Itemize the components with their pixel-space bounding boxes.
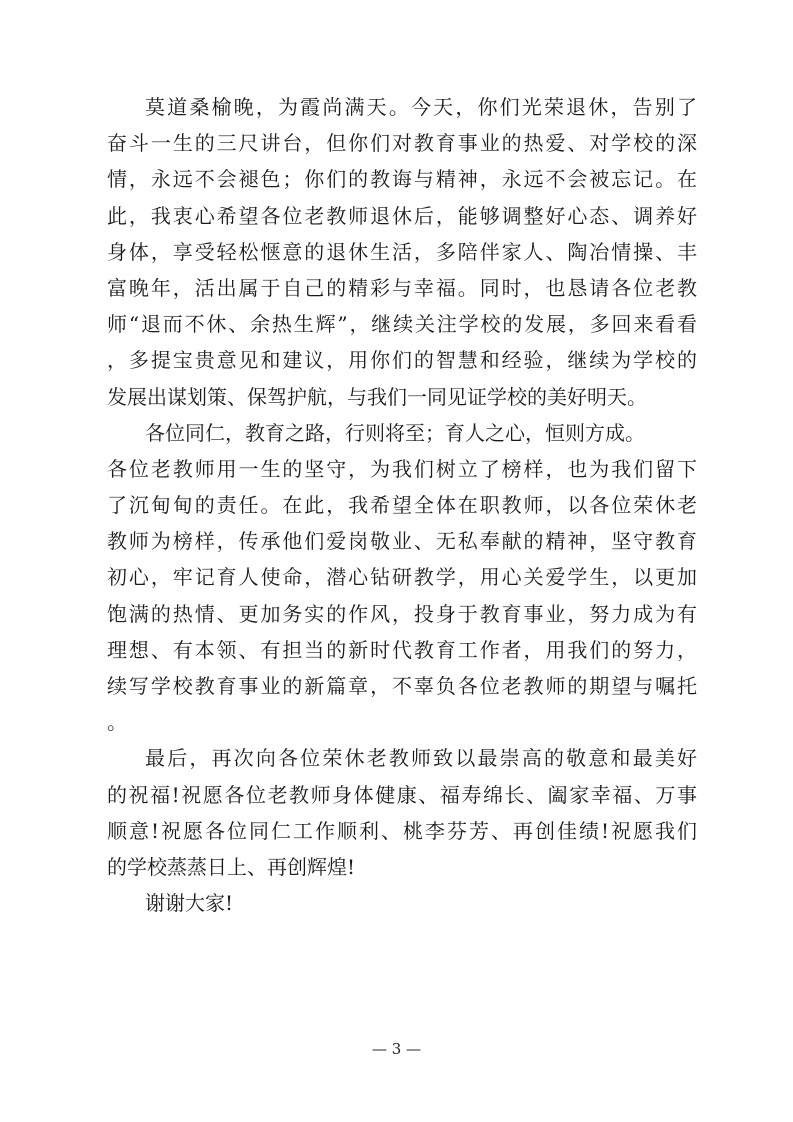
text-line: 此，我衷心希望各位老教师退休后，能够调整好心态、调养好: [107, 203, 697, 228]
text-line: 饱满的热情、更加务实的作风，投身于教育事业，努力成为有: [107, 601, 697, 626]
text-line: 情，永远不会褪色；你们的教诲与精神，永远不会被忘记。在: [107, 167, 697, 192]
text-line: 初心，牢记育人使命，潜心钻研教学，用心关爱学生，以更加: [107, 565, 697, 590]
text-line: 的祝福!祝愿各位老教师身体健康、福寿绵长、阖家幸福、万事: [107, 782, 697, 807]
paragraph: [107, 885, 697, 921]
text-line: 各位老教师用一生的坚守，为我们树立了榜样，也为我们留下: [107, 456, 697, 481]
text-line: 奋斗一生的三尺讲台，但你们对教育事业的热爱、对学校的深: [107, 131, 697, 156]
paragraph: [107, 415, 697, 741]
paragraph: [107, 89, 697, 415]
text-line: 。: [107, 710, 127, 735]
text-line: 各位同仁，教育之路，行则将至；育人之心，恒则方成。: [145, 420, 645, 445]
text-line: 教师为榜样，传承他们爱岗敬业、无私奉献的精神，坚守教育: [107, 529, 697, 554]
text-line: 师“退而不休、余热生辉”，继续关注学校的发展，多回来看看: [107, 312, 697, 337]
text-line: 谢谢大家!: [145, 891, 234, 916]
text-line: 莫道桑榆晚，为霞尚满天。今天，你们光荣退休，告别了: [145, 95, 697, 119]
text-line: 富晚年，活出属于自己的精彩与幸福。同时，也恳请各位老教: [107, 275, 697, 300]
text-line: 了沉甸甸的责任。在此，我希望全体在职教师，以各位荣休老: [107, 493, 697, 518]
text-line: 理想、有本领、有担当的新时代教育工作者，用我们的努力，: [107, 637, 697, 662]
text-line: ，多提宝贵意见和建议，用你们的智慧和经验，继续为学校的: [107, 348, 697, 373]
text-line: 续写学校教育事业的新篇章，不辜负各位老教师的期望与嘱托: [107, 674, 697, 698]
text-line: 顺意!祝愿各位同仁工作顺利、桃李芬芳、再创佳绩!祝愿我们: [107, 818, 697, 843]
text-line: 身体，享受轻松惬意的退休生活，多陪伴家人、陶冶情操、丰: [107, 239, 697, 264]
text-line: 的学校蒸蒸日上、再创辉煌!: [107, 854, 356, 879]
page-number: — 3 —: [371, 1040, 422, 1058]
document-body: [107, 89, 697, 921]
paragraph: [107, 740, 697, 885]
text-line: 发展出谋划策、保驾护航，与我们一同见证学校的美好明天。: [107, 384, 647, 409]
text-line: 最后，再次向各位荣休老教师致以最崇高的敬意和最美好: [145, 746, 697, 771]
